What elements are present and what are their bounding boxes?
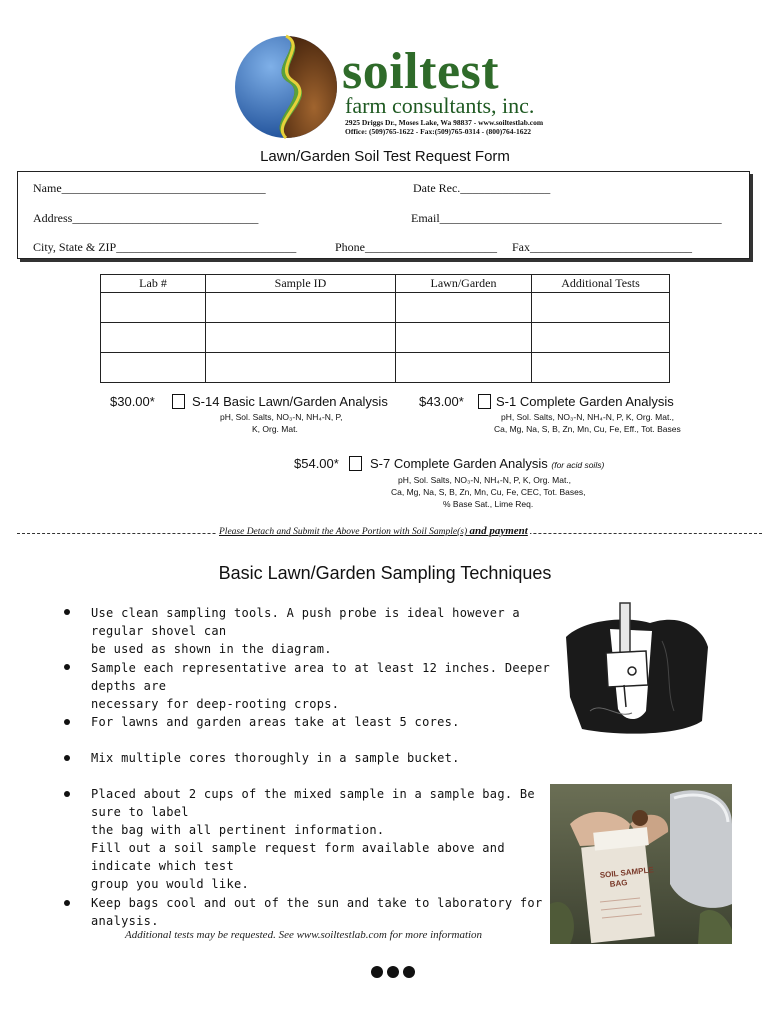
s7-checkbox[interactable] <box>349 456 362 471</box>
bullet-icon <box>64 900 70 906</box>
technique-6: Keep bags cool and out of the sun and take to laboratory for analysis. <box>91 896 543 928</box>
technique-paragraph-line2: group you would like. <box>91 877 250 891</box>
company-name: soiltest <box>342 43 500 100</box>
page-dot-icon <box>387 966 399 978</box>
form-title: Lawn/Garden Soil Test Request Form <box>260 148 510 165</box>
lawn-garden-cell[interactable] <box>396 293 532 323</box>
s14-tests-line2: K, Org. Mat. <box>252 424 298 434</box>
s7-package-name: S-7 Complete Garden Analysis <box>370 456 548 471</box>
company-subtitle: farm consultants, inc. <box>345 93 535 118</box>
footer-note: Additional tests may be requested. See www.soiltestlab.com for more information <box>125 929 483 941</box>
s14-package-name: S-14 Basic Lawn/Garden Analysis <box>192 394 388 409</box>
page-dot-icon <box>403 966 415 978</box>
phone-field[interactable]: Phone______________________ <box>335 240 497 254</box>
sample-id-cell[interactable] <box>206 323 396 353</box>
header-sample-id: Sample ID <box>206 275 396 293</box>
bag-label-line2: BAG <box>609 878 628 889</box>
s7-tests-line3: % Base Sat., Lime Req. <box>443 499 534 509</box>
page-dot-icon <box>371 966 383 978</box>
table-row <box>101 293 670 323</box>
technique-5-line1: Placed about 2 cups of the mixed sample in a sample bag. Be sure to label <box>91 787 535 819</box>
s7-tests-line2: Ca, Mg, Na, S, B, Zn, Mn, Cu, Fe, CEC, Tot. Bases, <box>391 487 586 497</box>
bullet-icon <box>64 755 70 761</box>
header-additional-tests: Additional Tests <box>532 275 670 293</box>
lab-number-cell[interactable] <box>101 353 206 383</box>
s1-tests-line2: Ca, Mg, Na, S, B, Zn, Mn, Cu, Fe, Eff., Tot. Bases <box>494 424 681 434</box>
email-field[interactable]: Email_______________________________________________ <box>411 211 722 225</box>
s1-package-name: S-1 Complete Garden Analysis <box>496 394 674 409</box>
company-address: 2925 Driggs Dr., Moses Lake, Wa 98837 - www.soiltestlab.com <box>345 118 544 127</box>
technique-1-line1: Use clean sampling tools. A push probe is ideal however a regular shovel can <box>91 606 520 638</box>
additional-tests-cell[interactable] <box>532 323 670 353</box>
table-row <box>101 353 670 383</box>
table-header-row <box>101 275 670 293</box>
shovel-diagram-icon <box>562 601 710 737</box>
lab-number-cell[interactable] <box>101 293 206 323</box>
sample-id-cell[interactable] <box>206 293 396 323</box>
technique-2-line2: necessary for deep-rooting crops. <box>91 697 340 711</box>
technique-4: Mix multiple cores thoroughly in a sample bucket. <box>91 751 460 765</box>
detach-and-payment: and payment <box>469 525 528 537</box>
bullet-icon <box>64 791 70 797</box>
bullet-icon <box>64 664 70 670</box>
table-row <box>101 323 670 353</box>
additional-tests-cell[interactable] <box>532 293 670 323</box>
technique-paragraph-line1: Fill out a soil sample request form available above and indicate which test <box>91 841 505 873</box>
s1-price: $43.00* <box>419 394 464 409</box>
company-logo-icon <box>233 34 339 140</box>
sample-table <box>100 274 670 383</box>
company-contact <box>345 118 543 136</box>
fax-field[interactable]: Fax___________________________ <box>512 240 692 254</box>
additional-tests-cell[interactable] <box>532 353 670 383</box>
address-field[interactable]: Address_______________________________ <box>33 211 259 225</box>
lawn-garden-cell[interactable] <box>396 323 532 353</box>
technique-paragraph <box>91 839 551 893</box>
company-phones: Office: (509)765-1622 - Fax:(509)765-0314 - (800)764-1622 <box>345 127 531 136</box>
detach-text: Please Detach and Submit the Above Portion with Soil Sample(s) <box>219 527 468 537</box>
s1-checkbox[interactable] <box>478 394 491 409</box>
technique-3: For lawns and garden areas take at least 5 cores. <box>91 715 460 729</box>
s14-price: $30.00* <box>110 394 155 409</box>
s7-package-name-row <box>370 456 604 471</box>
s1-tests-line1: pH, Sol. Salts, NO₃-N, NH₄-N, P, K, Org. Mat., <box>501 412 675 422</box>
technique-1 <box>91 604 551 658</box>
techniques-title: Basic Lawn/Garden Sampling Techniques <box>218 563 552 583</box>
bullet-icon <box>64 719 70 725</box>
bag-label-line1: SOIL SAMPLE <box>599 865 655 880</box>
lab-number-cell[interactable] <box>101 323 206 353</box>
technique-5 <box>91 785 551 839</box>
s7-tests-line1: pH, Sol. Salts, NO₃-N, NH₄-N, P, K, Org. Mat., <box>398 475 572 485</box>
technique-5-line2: the bag with all pertinent information. <box>91 823 385 837</box>
technique-1-line2: be used as shown in the diagram. <box>91 642 332 656</box>
header-lawn-garden: Lawn/Garden <box>396 275 532 293</box>
technique-2-line1: Sample each representative area to at least 12 inches. Deeper depths are <box>91 661 551 693</box>
name-field[interactable]: Name__________________________________ <box>33 181 266 195</box>
detach-instructions <box>217 525 530 537</box>
city-state-zip-field[interactable]: City, State & ZIP______________________________ <box>33 240 297 254</box>
s7-note: (for acid soils) <box>551 460 605 470</box>
date-received-field[interactable]: Date Rec._______________ <box>413 181 551 195</box>
header-lab-number: Lab # <box>101 275 206 293</box>
sample-bag-photo <box>550 784 732 944</box>
sample-id-cell[interactable] <box>206 353 396 383</box>
s14-checkbox[interactable] <box>172 394 185 409</box>
bullet-icon <box>64 609 70 615</box>
technique-2 <box>91 659 551 713</box>
lawn-garden-cell[interactable] <box>396 353 532 383</box>
s7-price: $54.00* <box>294 456 339 471</box>
s14-tests-line1: pH, Sol. Salts, NO₃-N, NH₄-N, P, <box>220 412 343 422</box>
